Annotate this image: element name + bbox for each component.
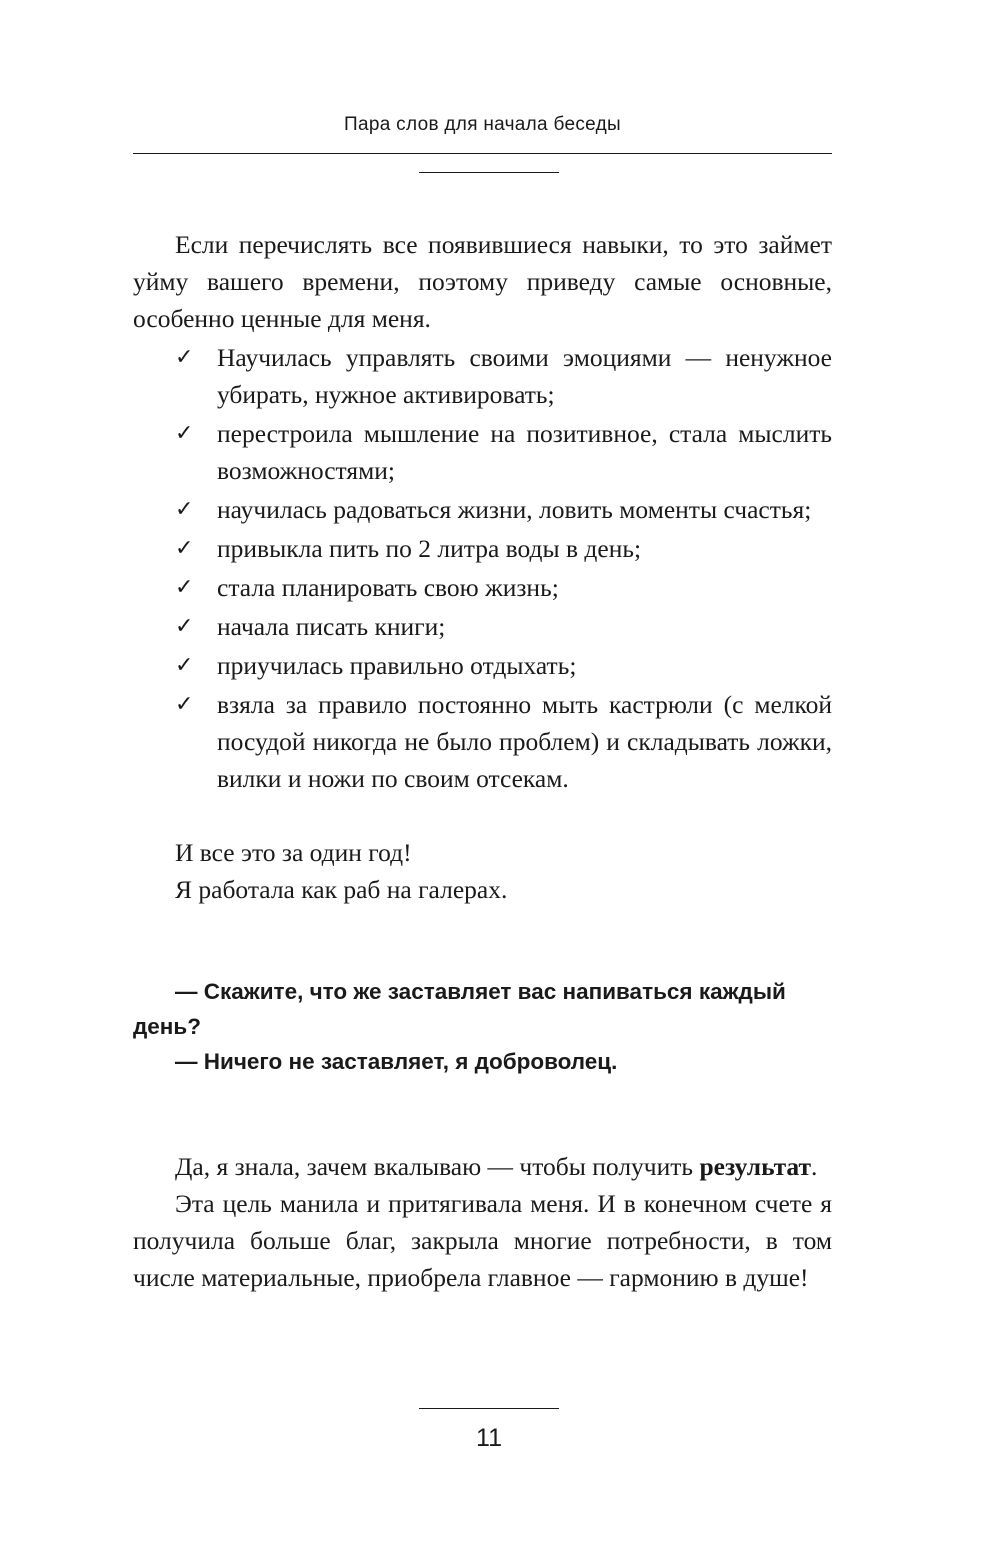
list-item: ✓ Научилась управлять своими эмоциями — ненужное убирать, нужное активировать; — [133, 339, 832, 413]
checkmark-icon: ✓ — [175, 692, 194, 717]
checkmark-icon: ✓ — [175, 345, 194, 370]
list-item: ✓ перестроила мышление на позитивное, стала мыслить возможностями; — [133, 415, 832, 489]
dialog-section — [133, 974, 832, 1079]
checkmark-icon: ✓ — [175, 497, 194, 522]
checkmark-icon: ✓ — [175, 614, 194, 639]
closing-paragraph-2: Эта цель манила и притягивала меня. И в конечном счете я получила больше благ, закрыла многие потребности, в том числе материальные, приобрела главное — гармонию в душе! — [133, 1189, 832, 1292]
list-item: ✓ стала планировать свою жизнь; — [133, 569, 832, 606]
list-item: ✓ научилась радоваться жизни, ловить моменты счастья; — [133, 491, 832, 528]
header-short-rule — [419, 172, 559, 173]
intro-paragraph: Если перечислять все появившиеся навыки, то это займет уйму вашего времени, поэтому приведу самые основные, особенно ценные для меня. — [133, 230, 832, 333]
header-rule — [133, 153, 832, 154]
skills-list — [133, 339, 832, 797]
galley-line: Я работала как раб на галерах. — [175, 875, 508, 904]
list-item: ✓ взяла за правило постоянно мыть кастрюли (с мелкой посудой никогда не было проблем) и складывать ложки, вилки и ножи по своим отсекам. — [133, 686, 832, 797]
intro-section — [133, 226, 832, 337]
dialog-question: — Скажите, что же заставляет вас напиваться каждый день? — [133, 979, 786, 1039]
bold-result-word: результат — [699, 1152, 812, 1181]
checkmark-icon: ✓ — [175, 653, 194, 678]
list-item: ✓ приучилась правильно отдыхать; — [133, 647, 832, 684]
list-item: ✓ начала писать книги; — [133, 608, 832, 645]
page-number: 11 — [476, 1424, 502, 1452]
dialog-answer: — Ничего не заставляет, я доброволец. — [175, 1049, 618, 1074]
after-list-section — [133, 834, 832, 908]
exclamation-line: И все это за один год! — [175, 838, 412, 867]
checkmark-icon: ✓ — [175, 536, 194, 561]
closing-paragraph-1: Да, я знала, зачем вкалываю — чтобы получить результат. — [175, 1152, 818, 1181]
checkmark-icon: ✓ — [175, 575, 194, 600]
footer-short-rule — [419, 1408, 559, 1409]
skills-list-section — [133, 339, 832, 799]
closing-section — [133, 1148, 832, 1296]
checkmark-icon: ✓ — [175, 421, 194, 446]
running-header-title: Пара слов для начала беседы — [344, 114, 621, 135]
list-item: ✓ привыкла пить по 2 литра воды в день; — [133, 530, 832, 567]
